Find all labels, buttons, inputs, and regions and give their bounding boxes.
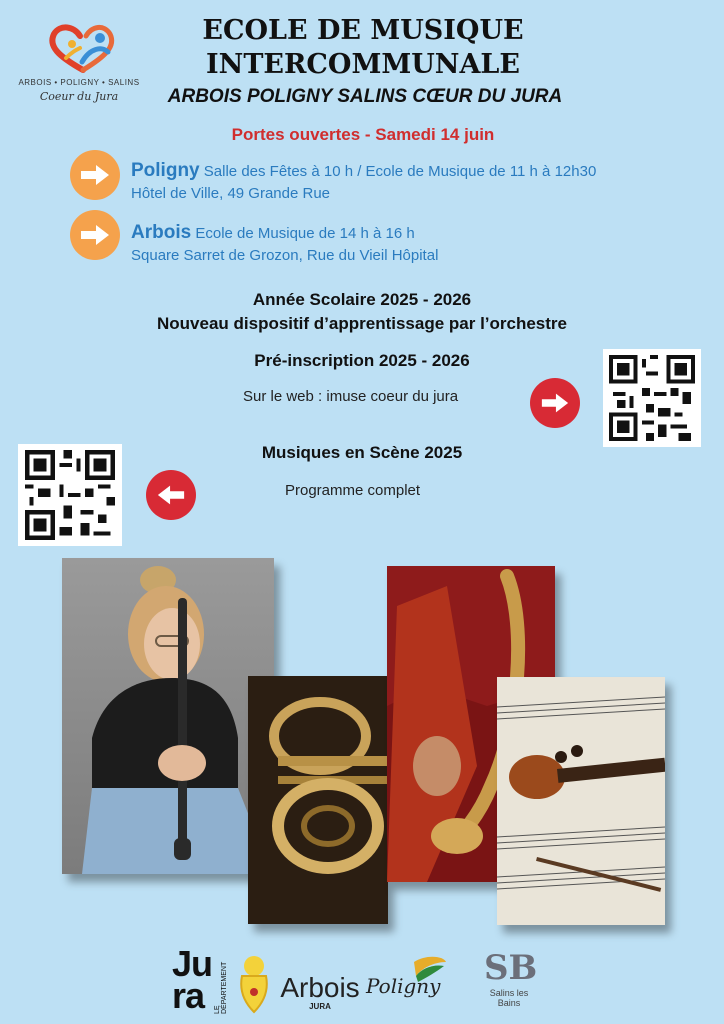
salins-logo-letters: SB [484,948,538,988]
location-line-1: Salle des Fêtes à 10 h / Ecole de Musique de 11 h à 12h30 [199,163,597,180]
orchestra-heading: Nouveau dispositif d’apprentissage par l’orchestre [157,314,567,333]
location-town: Poligny [131,160,200,181]
preregistration-heading: Pré-inscription 2025 - 2026 [254,351,470,370]
title-line-1: ECOLE DE MUSIQUE [202,15,524,46]
violin-illustration [497,677,665,925]
location-line-1: Ecole de Musique de 14 h à 16 h [191,225,415,242]
location-poligny [131,160,711,205]
arrow-right-icon [70,150,120,200]
qr-code-preregistration[interactable] [603,349,701,447]
french-horn-illustration [248,676,388,924]
salins-logo-text: Salins les Bains [489,988,529,1008]
arrow-right-icon [530,378,580,428]
jura-department-label: LE DÉPARTEMENT [214,961,228,1014]
location-arbois [131,222,691,267]
school-year-block [62,288,662,336]
arbois-logo-text: Arbois [280,972,360,1003]
location-line-2: Hôtel de Ville, 49 Grande Rue [131,185,331,202]
poligny-logo [364,952,448,1012]
location-town: Arbois [131,222,192,243]
logo-towns: ARBOIS • POLIGNY • SALINS [18,78,140,87]
qr-icon [24,450,116,540]
qr-code-program[interactable] [18,444,122,546]
arrow-left-icon [146,470,196,520]
jura-department-logo [172,943,216,1016]
title-line-2: INTERCOMMUNALE [206,49,520,80]
photo-french-horn [248,676,388,924]
open-day-heading: Portes ouvertes - Samedi 14 juin [231,125,495,144]
qr-icon [609,355,695,441]
school-year-heading: Année Scolaire 2025 - 2026 [252,290,472,309]
page-title [170,14,556,82]
arrow-right-icon [70,210,120,260]
photo-clarinet-player [62,558,274,874]
poligny-logo-text: Poligny [366,974,441,998]
concert-heading: Musiques en Scène 2025 [261,443,463,462]
salins-logo [484,948,538,1018]
jura-logo-text: Ju ra [172,943,213,1016]
arbois-logo [279,974,361,1011]
photo-violin-sheet-music [497,677,665,925]
coat-of-arms-icon [234,952,276,1014]
logo-script-text: Coeur du Jura [39,90,119,103]
clarinet-player-illustration [62,558,274,874]
arbois-logo-sub: JURA [309,1002,331,1011]
program-link-text[interactable]: Programme complet [285,482,421,499]
page-subtitle: ARBOIS POLIGNY SALINS CŒUR DU JURA [167,86,563,107]
location-line-2: Square Sarret de Grozon, Rue du Vieil Hôpital [131,247,439,264]
heart-logo-icon [18,18,148,78]
web-link-text[interactable]: Sur le web : imuse coeur du jura [243,388,459,405]
